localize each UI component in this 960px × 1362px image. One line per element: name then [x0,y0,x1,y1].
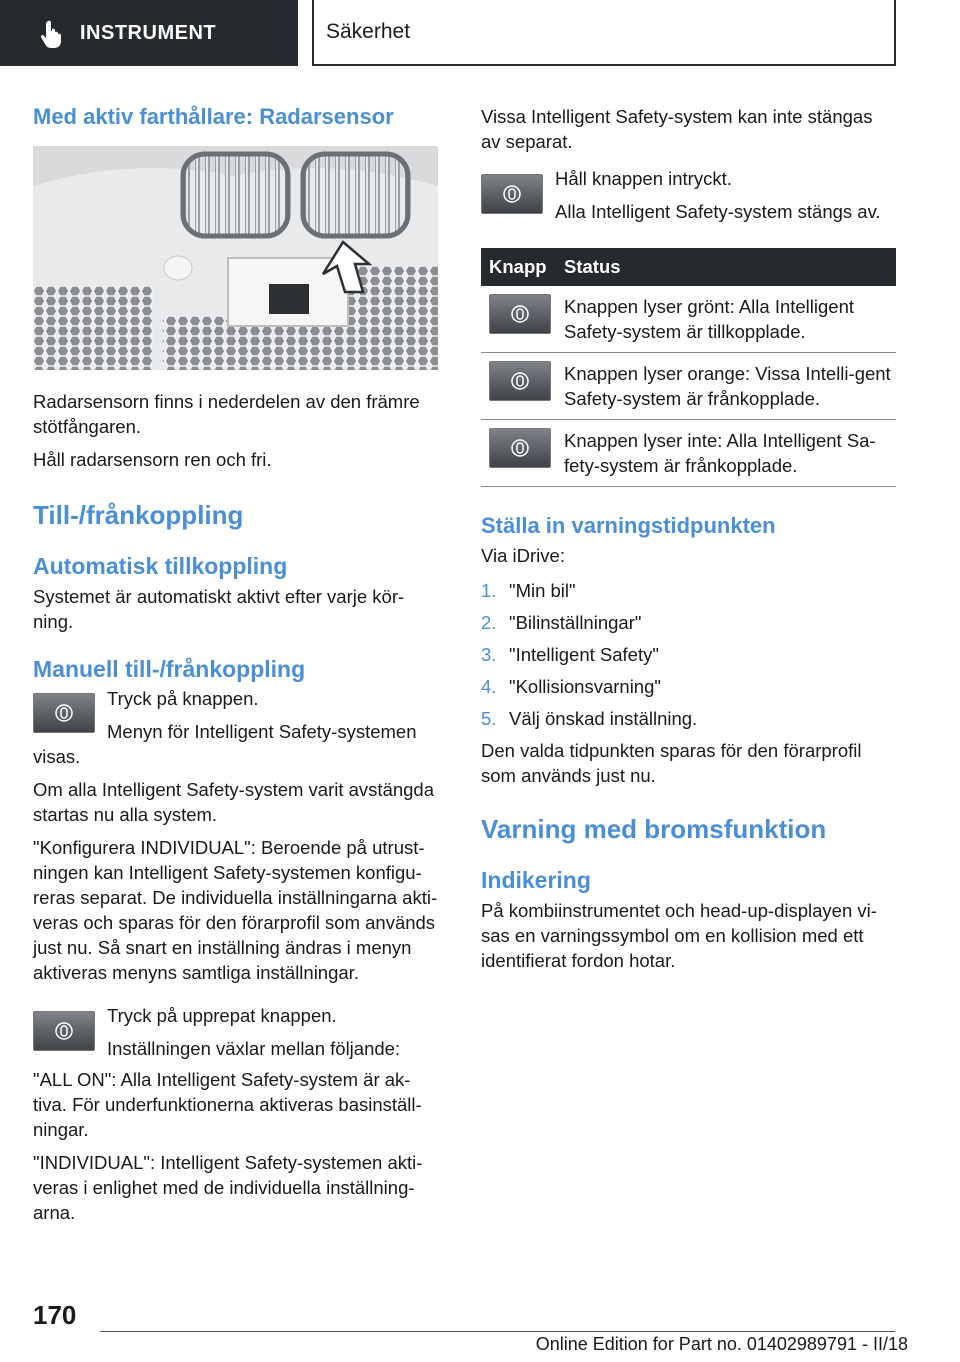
right-column [481,100,896,973]
saved-paragraph: Den valda tidpunkten sparas för den förarprofil som används just nu. [481,740,862,786]
list-item: 3. "Intelligent Safety" [481,643,659,665]
press-button-text: Tryck på knappen. [107,688,259,709]
all-on-paragraph: "ALL ON": Alla Intelligent Safety-system är ak-tiva. För underfunktionerna aktiveras basinställ-ningar. [33,1069,422,1140]
safety-button-icon [489,294,551,334]
list-item: 5. Välj önskad inställning. [481,707,698,729]
safety-symbol-icon [501,183,523,205]
status-text: Knappen lyser inte: Alla Intelligent Sa-fety-system är frånkopplade. [564,420,896,487]
table-header-row [481,248,896,286]
press-repeat-text: Tryck på upprepat knappen. [107,1005,337,1026]
section-label: INSTRUMENT [80,21,217,44]
press-repeat-row [33,1005,443,1061]
topic-label: Säkerhet [312,0,896,66]
toggle-text: Inställningen växlar mellan följande: [107,1038,401,1059]
heading-bromsfunktion: Varning med bromsfunktion [481,814,827,844]
safety-button-icon [489,361,551,401]
hold-button-text: Håll knappen intryckt. [555,168,732,189]
heading-indikering: Indikering [481,867,591,893]
status-table [481,248,896,487]
col-header-knapp: Knapp [481,248,564,286]
heading-automatisk-tillkoppling: Automatisk tillkoppling [33,553,288,579]
auto-paragraph: Systemet är automatiskt aktivt efter varje kör-ning. [33,586,405,632]
list-item: 2. "Bilinställningar" [481,611,642,633]
safety-symbol-icon [53,1020,75,1042]
radar-heading: Med aktiv farthållare: Radarsensor [33,104,394,129]
safety-button-icon [33,693,95,733]
press-button-row [33,688,443,744]
safety-button-icon [481,174,543,214]
heading-manuell: Manuell till-/frånkoppling [33,656,306,682]
all-off-text: Alla Intelligent Safety-system stängs av. [555,201,881,222]
hold-button-row [481,168,896,224]
radar-paragraph-2: Håll radarsensorn ren och fri. [33,449,272,470]
list-item: 4. "Kollisionsvarning" [481,675,661,697]
config-paragraph: "Konfigurera INDIVIDUAL": Beroende på utrust-ningen kan Intelligent Safety-systemen konfigu-reras separat. De individuella inställningarna akti-veras och sparas för den förarprofil som används just nu. Så snart en inställning ändras i menyn aktiveras menyns samtliga inställningar. [33,837,438,983]
status-text: Knappen lyser orange: Vissa Intelli-gent Safety-system är frånkopplade. [564,353,896,420]
radar-sensor-photo [33,146,438,370]
list-item: 1. "Min bil" [481,579,576,601]
safety-symbol-icon [509,303,531,325]
table-row [481,420,896,487]
safety-button-icon [33,1011,95,1051]
radar-paragraph-1: Radarsensorn finns i nederdelen av den främre stötfångaren. [33,391,420,437]
section-tab [0,0,298,66]
heading-varningstidpunkt: Ställa in varningstidpunkten [481,513,776,538]
menu-text-2: visas. [33,746,81,767]
safety-symbol-icon [53,702,75,724]
status-text: Knappen lyser grönt: Alla Intelligent Safety-system är tillkopplade. [564,286,896,353]
via-idrive: Via iDrive: [481,545,565,566]
menu-text: Menyn för Intelligent Safety-systemen [107,721,417,742]
table-row [481,286,896,353]
page-header [0,0,960,66]
safety-symbol-icon [509,370,531,392]
left-column [33,100,443,1225]
col-header-status: Status [564,248,896,286]
heading-till-frankoppling: Till-/frånkoppling [33,500,244,530]
table-row [481,353,896,420]
safety-button-icon [489,428,551,468]
page-number: 170 [33,1300,77,1330]
pointing-hand-icon [36,17,68,49]
edition-text: Online Edition for Part no. 01402989791 - II/18 [535,1334,908,1354]
indikering-paragraph: På kombiinstrumentet och head-up-displayen vi-sas en varningssymbol om en kollision med ett identifierat fordon hotar. [481,900,877,971]
footer-divider [100,1331,895,1332]
individual-paragraph: "INDIVIDUAL": Intelligent Safety-systemen akti-veras i enlighet med de individuella inställning-arna. [33,1152,423,1223]
safety-symbol-icon [509,437,531,459]
steps-list [481,574,896,734]
some-systems-paragraph: Vissa Intelligent Safety-system kan inte stängas av separat. [481,106,873,152]
all-off-paragraph: Om alla Intelligent Safety-system varit avstängda startas nu alla system. [33,779,435,825]
